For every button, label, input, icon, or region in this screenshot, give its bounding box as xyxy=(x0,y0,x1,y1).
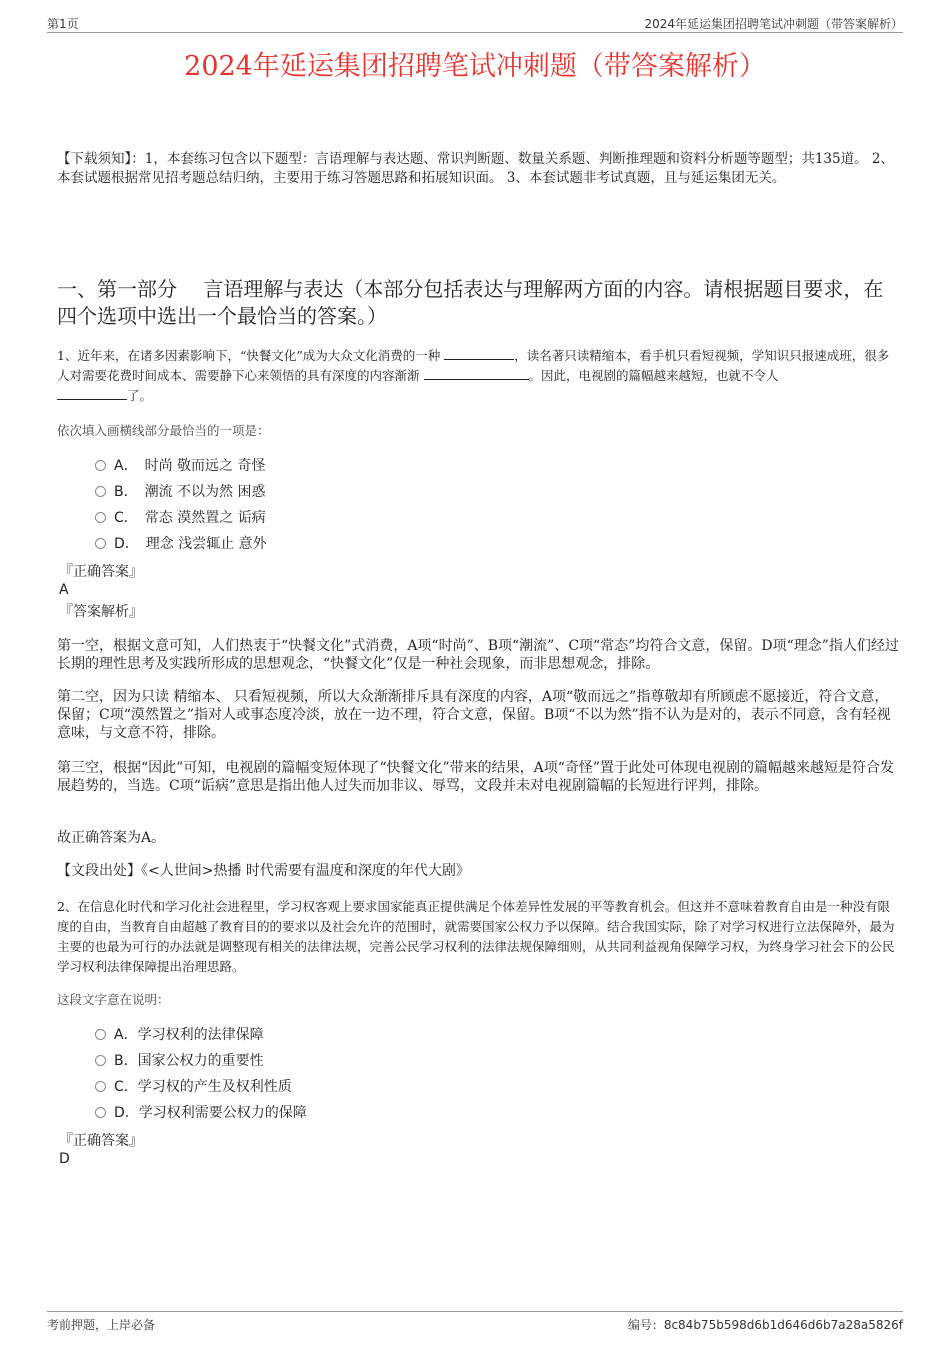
q2-option-c[interactable]: C．学习权的产生及权利性质 xyxy=(95,1078,292,1096)
q1-analysis-3: 第三空，根据“因此”可知，电视剧的篇幅变短体现了“快餐文化”带来的结果，A项“奇怪”置于此处可体现电视剧的篇幅越来越短是符合发展趋势的，当选。C项“诟病”意思是指出他人过失而加非议、辱骂，文段并未对电视剧篇幅的长短进行评判，排除。 xyxy=(57,760,895,794)
question-1-prompt: 依次填入画横线部分最恰当的一项是： xyxy=(57,423,270,438)
q1-option-d[interactable]: D． 理念 浅尝辄止 意外 xyxy=(95,535,267,553)
page-footer xyxy=(47,1311,903,1332)
question-2-stem: 2、在信息化时代和学习化社会进程里，学习权客观上要求国家能真正提供满足个体差异性发展的平等教育机会。但这并不意味着教育自由是一种没有限度的自由，当教育自由超越了教育目的的要求以及社会允许的范围时，就需要国家公权力予以保障。结合我国实际，除了对学习权进行立法保障外，最为主要的也最为可行的办法就是调整现有相关的法律法规，完善公民学习权利的法律法规保障细则，从共同利益视角保障学习权，为终身学习社会下的公民学习权利法律保障提出治理思路。 xyxy=(57,899,895,974)
q1-option-c[interactable]: C． 常态 漠然置之 诟病 xyxy=(95,509,266,527)
blank-1 xyxy=(444,346,514,360)
section-heading: 一、第一部分 言语理解与表达（本部分包括表达与理解两方面的内容。请根据题目要求，在四个选项中选出一个最恰当的答案。） xyxy=(57,277,884,328)
q1-analysis-2: 第二空，因为只读 精缩本、 只看短视频，所以大众渐渐排斥具有深度的内容，A项“敬而远之”指尊敬却有所顾虑不愿接近，符合文意，保留；C项“漠然置之”指对人或事态度冷淡，放在一边不理，符合文意，保留。B项“不以为然”指不认为是对的，表示不同意，含有轻视意味，与文意不符，排除。 xyxy=(57,689,891,741)
download-notice: 【下载须知】：1，本套练习包含以下题型：言语理解与表达题、常识判断题、数量关系题、判断推理题和资料分析题等题型；共135道。 2、本套试题根据常见招考题总结归纳，主要用于练习答题思路和拓展知识面。 3、本套试题非考试真题，且与延运集团无关。 xyxy=(57,151,894,186)
radio-icon[interactable] xyxy=(95,486,106,497)
q1-analysis-label: 『答案解析』 xyxy=(59,604,143,620)
blank-3 xyxy=(57,386,127,400)
page-header xyxy=(47,14,903,33)
q2-option-d[interactable]: D．学习权利需要公权力的保障 xyxy=(95,1104,307,1122)
radio-icon[interactable] xyxy=(95,1055,106,1066)
q2-answer: D xyxy=(59,1151,70,1167)
footer-slogan: 考前押题，上岸必备 xyxy=(47,1318,156,1332)
q1-option-a[interactable]: A． 时尚 敬而远之 奇怪 xyxy=(95,457,265,475)
q1-analysis-1: 第一空，根据文意可知，人们热衷于“快餐文化”式消费，A项“时尚”、B项“潮流”、C项“常态”均符合文意，保留。D项“理念”指人们经过长期的理性思考及实践所形成的思想观念，“快餐文化”仅是一种社会现象，而非思想观念，排除。 xyxy=(57,638,899,672)
q1-analysis-4: 故正确答案为A。 xyxy=(57,830,166,846)
q1-answer: A xyxy=(59,582,69,598)
q2-answer-label: 『正确答案』 xyxy=(59,1133,143,1149)
radio-icon[interactable] xyxy=(95,1029,106,1040)
radio-icon[interactable] xyxy=(95,460,106,471)
page-number: 第1页 xyxy=(47,17,79,31)
q1-source: 【文段出处】《<人世间>热播 时代需要有温度和深度的年代大剧》 xyxy=(57,863,470,879)
q1-answer-label: 『正确答案』 xyxy=(59,564,143,580)
header-doc-title: 2024年延运集团招聘笔试冲刺题（带答案解析） xyxy=(644,17,903,31)
q2-option-b[interactable]: B．国家公权力的重要性 xyxy=(95,1052,264,1070)
q1-option-b[interactable]: B． 潮流 不以为然 困惑 xyxy=(95,483,266,501)
question-1-stem: 1、近年来，在诸多因素影响下，“快餐文化”成为大众文化消费的一种 ，读名著只读精缩本，看手机只看短视频，学知识只报速成班，很多人对需要花费时间成本、需要静下心来领悟的具有深度的内容渐渐 。因此，电视剧的篇幅越来越短，也就不令人 了。 xyxy=(57,348,890,403)
footer-serial: 编号：8c84b75b598d6b1d646d6b7a28a5826f xyxy=(627,1318,903,1332)
radio-icon[interactable] xyxy=(95,512,106,523)
question-2-prompt: 这段文字意在说明： xyxy=(57,992,170,1007)
page-title: 2024年延运集团招聘笔试冲刺题（带答案解析） xyxy=(184,51,766,82)
blank-2 xyxy=(424,366,529,380)
radio-icon[interactable] xyxy=(95,1081,106,1092)
q2-option-a[interactable]: A．学习权利的法律保障 xyxy=(95,1026,264,1044)
radio-icon[interactable] xyxy=(95,1107,106,1118)
radio-icon[interactable] xyxy=(95,538,106,549)
